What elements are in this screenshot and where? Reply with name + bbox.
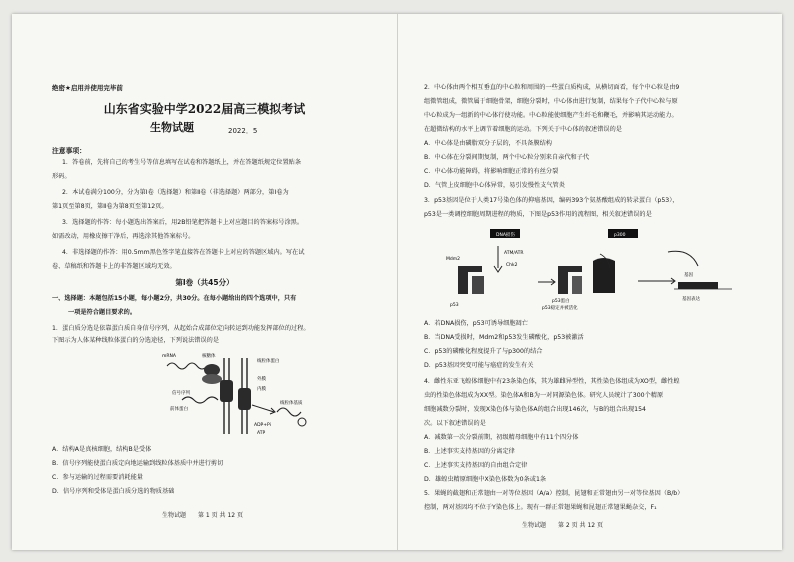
question-1-stem: 1．蛋白质分选是依靠蛋白质自身信号序列，从起始合成部位定向转运到功能发挥部位的过程。 [52,325,310,332]
exam-title: 山东省实验中学2022届高三模拟考试 [103,102,306,116]
option-d: D．p53基因突变可能与癌症的发生有关 [424,362,534,369]
note-line: 卷、草稿纸和答题卡上的非答题区域均无效。 [52,263,176,270]
question-5-stem: 控制，两对基因均不位于Y染色体上。现有一群正常翅果蝇和昆翅正常翅果蝇杂交，F₁ [424,504,657,511]
question-4-stem: 4．雌性东亚飞蝗体细胞中有23条染色体，其为雄雌异型性，其性染色体组成为XO型，雌性蝗 [424,378,680,385]
mitochondria-protein-diagram [162,350,322,438]
question-2-stem: 2．中心体由两个相互垂直的中心粒和周围的一些蛋白质构成，从横切面看，每个中心粒是由9 [424,84,680,91]
exam-page-2 [397,14,783,550]
p53-flow-diagram [438,226,738,312]
note-line: 2．本试卷满分100分，分为第Ⅰ卷（选择题）和第Ⅱ卷（非选择题）两部分，第Ⅰ卷为 [62,189,289,196]
notes-heading: 注意事项： [52,147,86,155]
inner-membrane-label: 内膜 [257,387,266,392]
atp-label: ATP [257,431,266,436]
option-a: A．中心体是由磷脂双分子层的，不具备膜结构 [424,140,552,147]
question-3-stem: p53是一类调控细胞周期进程的物质，下图是p53作用的流程图，相关叙述错误的是 [424,211,652,218]
option-c: C．中心体功能障碍，将影响细胞正常的有丝分裂 [424,168,559,175]
option-c: C．p53的磷酸化程度提升了与p300的结合 [424,348,543,355]
p53-label: p53 [450,303,459,308]
section-heading: 第Ⅰ卷（共45分） [175,278,234,287]
matrix-label: 线粒体基质 [280,401,303,406]
question-2-stem: 在超微结构的水平上调节着细胞的运动。下列关于中心体的叙述错误的是 [424,126,622,133]
question-2-stem: 组微管组成，微管属于细胞骨架，细胞分裂时，中心体由进行复制，结果每个子代中心粒与原 [424,98,678,105]
outer-membrane-label: 外膜 [257,377,266,382]
p53-protein-label: p53蛋白 [552,299,570,304]
question-4-stem: 次。以下叙述错误的是 [424,420,486,427]
note-line: 如需改动，用橡皮擦干净后，再选涂其他答案标号。 [52,233,195,240]
question-4-stem: 细胞减数分裂时，发现X染色体与染色体A的组合出现146次，与B的组合出现154 [424,406,646,413]
p300-label: p300 [614,233,626,238]
page-footer: 生物试题 第 2 页 共 12 页 [522,522,603,529]
confidential-mark: 绝密★启用并使用完毕前 [52,84,123,92]
dna-damage-label: DNA损伤 [496,233,515,238]
adp-label: ADP+Pi [254,423,271,428]
exam-date: 2022．5 [228,127,258,135]
option-b: B．信号序列能使蛋白质定向地运输到线粒体基质中并进行剪切 [52,460,224,467]
protein-label: 线粒体蛋白 [257,359,280,364]
option-a: A．减数第一次分裂前期，初级精母细胞中有11个四分体 [424,434,579,441]
option-b: B．当DNA受损时，Mdm2和p53发生磷酸化，p53被激活 [424,334,584,341]
option-c: C．上述事实支持基因的自由组合定律 [424,462,528,469]
option-b: B．上述事实支持基因的分离定律 [424,448,515,455]
exam-page-1 [12,14,397,550]
note-line: 4．非选择题的作答：用0.5mm黑色签字笔直接答在答题卡上对应的答题区域内。写在试 [62,249,305,256]
p53-stable-label: p53稳定并被活化 [542,306,578,311]
atm-label: ATM/ATR [504,251,524,256]
option-d: D．信号序列和受体是蛋白质分选的物质基础 [52,488,175,495]
question-3-stem: 3．p53基因是位于人类17号染色体的抑癌基因，编码393个氨基酸组成的转录蛋白（p53）， [424,197,679,204]
note-line: 1．答卷前，先将自己的考生号等信息填写在试卷和答题纸上，并在答题纸规定位置贴条 [62,159,302,166]
page-footer: 生物试题 第 1 页 共 12 页 [162,512,243,519]
ribosome-label: 核糖体 [202,354,216,359]
exam-subject: 生物试题 [150,121,194,134]
section-instruction: 一项是符合题目要求的。 [68,309,137,316]
signal-label: 信号序列 [172,391,190,396]
option-d: D．气管上皮细胞中心体异常，易引发慢性支气管炎 [424,182,565,189]
question-4-stem: 虫的性染色体组成为XX型。染色体A和B为一对同源染色体。研究人员统计了300个精原 [424,392,664,399]
mrna-label: mRNA [162,354,176,359]
question-5-stem: 5．果蝇的截翅和正常翅由一对等位基因（A/a）控制，昆翅和正常翅由另一对等位基因（B/b） [424,490,684,497]
chk2-label: Chk2 [506,263,518,268]
note-line: 第1页至第8页，第Ⅱ卷为第8页至第12页。 [52,203,168,210]
option-a: A．结构A是真核细胞，结构B是受体 [52,446,152,453]
question-2-stem: 中心粒成为一组新的中心体行使功能。中心粒能使细胞产生纤毛和鞭毛，并影响其运动能力。 [424,112,678,119]
gene-label: 基因 [684,273,693,278]
section-instruction: 一、选择题：本题包括15小题，每小题2分，共30分。在每小题给出的四个选项中，只有 [52,295,297,302]
precursor-label: 前体蛋白 [170,407,188,412]
option-a: A．若DNA损伤，p53可诱导细胞凋亡 [424,320,528,327]
option-c: C．参与运输的过程需要消耗能量 [52,474,143,481]
exam-scan [12,14,782,550]
expression-label: 基因表达 [682,297,700,302]
option-b: B．中心体在分裂间期复制，两个中心粒分别来自亲代和子代 [424,154,590,161]
mdm2-label: Mdm2 [446,257,460,262]
note-line: 3．选择题的作答：每小题选出答案后，用2B铅笔把答题卡上对应题目的答案标号涂黑。 [62,219,304,226]
option-d: D．雄蝗虫精原细胞中X染色体数为0条或1条 [424,476,547,483]
note-line: 形码。 [52,173,71,180]
question-1-stem: 下图示为人体某种线粒体蛋白的分选途径，下列说法错误的是 [52,337,220,344]
